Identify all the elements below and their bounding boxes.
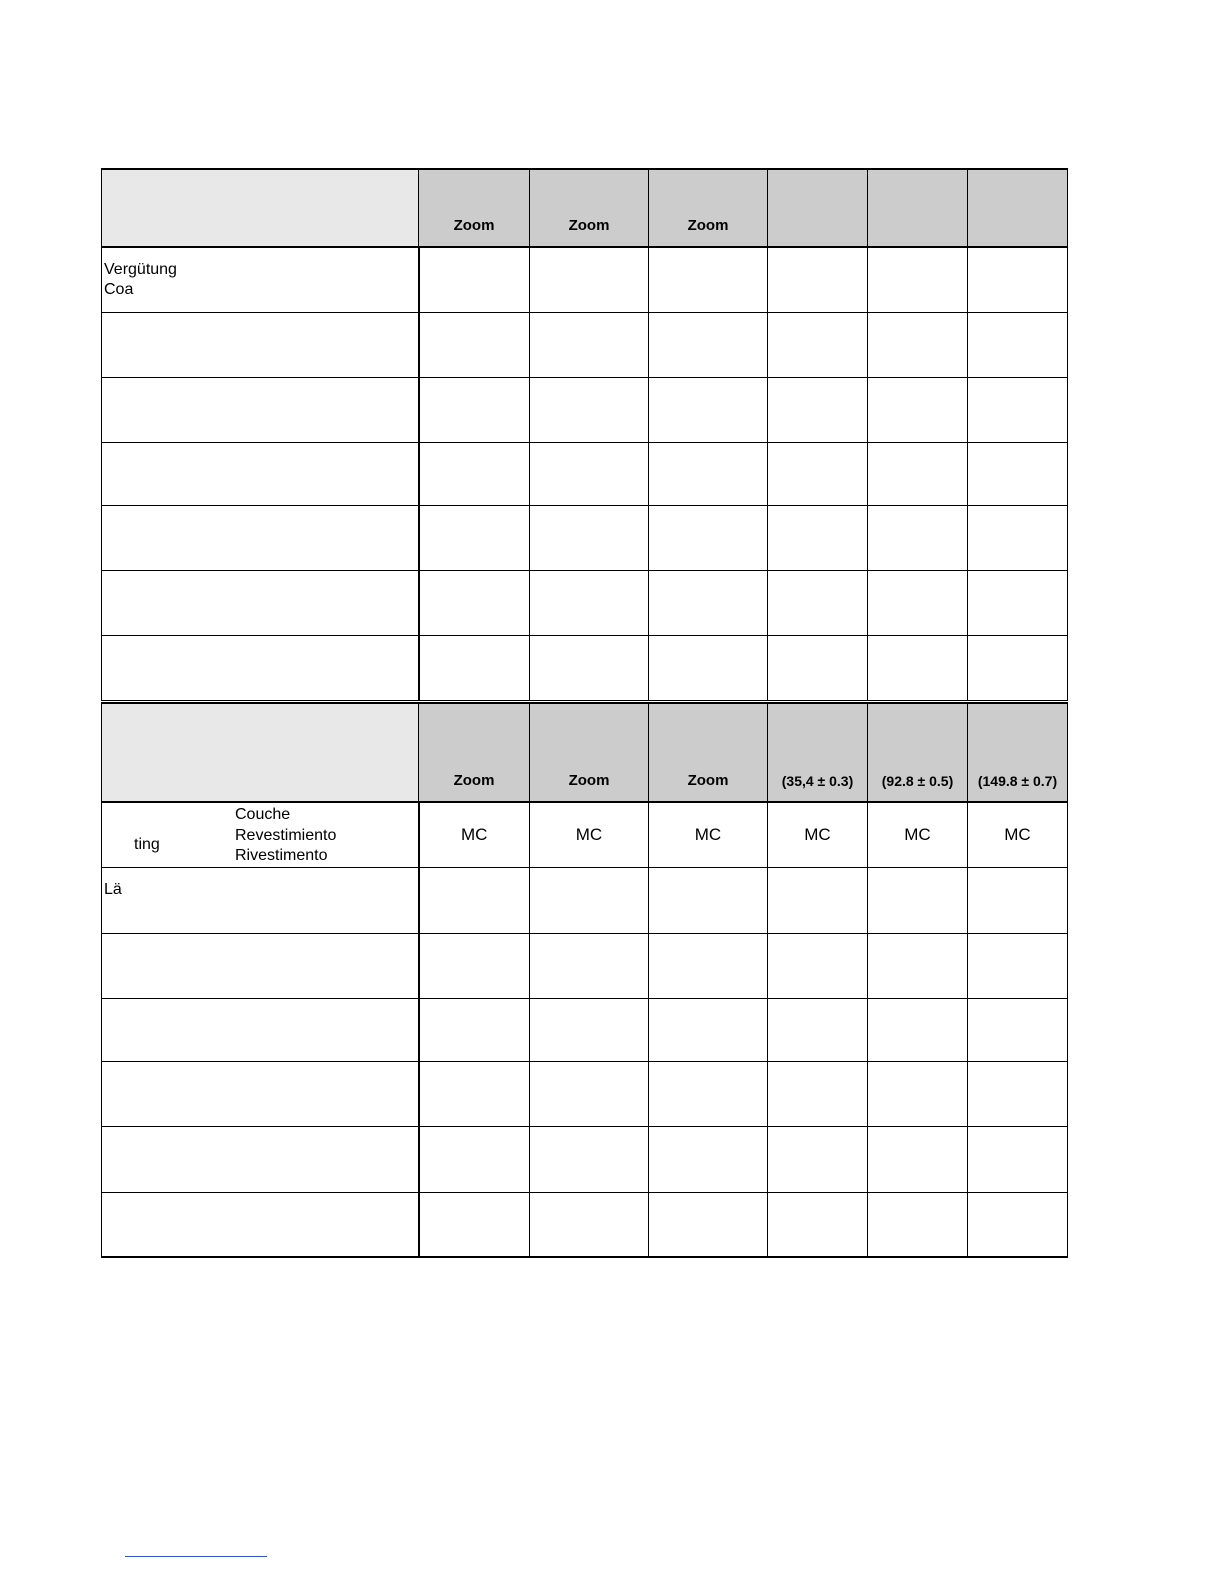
table-row (102, 998, 1068, 1061)
table-row (102, 1192, 1068, 1257)
header-corner-cell (102, 169, 419, 247)
table-row (102, 247, 1068, 312)
table-cell (768, 247, 868, 312)
table-cell (968, 1192, 1068, 1257)
table-cell (868, 867, 968, 933)
table-row (102, 1061, 1068, 1126)
header-col-1: Zoom (419, 703, 530, 802)
table-cell (649, 505, 768, 570)
row-label-cell (102, 1061, 419, 1126)
coating-label-cell (102, 802, 419, 867)
table-row (102, 635, 1068, 700)
table-cell (530, 867, 649, 933)
row-label-cell (102, 505, 419, 570)
length-label-cell: Lä (102, 867, 419, 933)
table-row (102, 312, 1068, 377)
coating-value-2: MC (530, 802, 649, 867)
table-cell (768, 867, 868, 933)
table-cell (419, 247, 530, 312)
table-cell (419, 998, 530, 1061)
table-cell (968, 312, 1068, 377)
coating-label-line-2: Coa (104, 281, 134, 298)
header-col-3: Zoom (649, 703, 768, 802)
header-col-2: Zoom (530, 169, 649, 247)
coating-label-it: Rivestimento (235, 847, 328, 864)
table-cell (530, 570, 649, 635)
table-cell (868, 247, 968, 312)
header-col-6 (968, 169, 1068, 247)
table-header-row (102, 169, 1068, 247)
coating-label-cell (102, 247, 419, 312)
table-cell (530, 377, 649, 442)
table-cell (649, 1126, 768, 1192)
table-cell (649, 312, 768, 377)
table-cell (768, 635, 868, 700)
table-cell (419, 1126, 530, 1192)
table-cell (649, 1192, 768, 1257)
table-cell (868, 1126, 968, 1192)
table-cell (968, 1061, 1068, 1126)
row-label-cell (102, 312, 419, 377)
table-cell (868, 442, 968, 505)
table-cell (868, 377, 968, 442)
table-cell (649, 1061, 768, 1126)
table-cell (530, 1192, 649, 1257)
table-cell (419, 505, 530, 570)
table-cell (419, 933, 530, 998)
table-cell (868, 1061, 968, 1126)
table-cell (868, 635, 968, 700)
table-cell (649, 998, 768, 1061)
row-label-cell (102, 998, 419, 1061)
table-cell (419, 1061, 530, 1126)
row-label-cell (102, 442, 419, 505)
coating-label-fr: Couche (235, 806, 291, 823)
table-cell (530, 1126, 649, 1192)
row-label-cell (102, 377, 419, 442)
header-col-5 (868, 169, 968, 247)
table-cell (868, 933, 968, 998)
table-cell (768, 505, 868, 570)
coating-value-1: MC (419, 802, 530, 867)
spec-table-upper (101, 168, 1068, 701)
header-col-5: (92.8 ± 0.5) (868, 703, 968, 802)
coating-value-5: MC (868, 802, 968, 867)
table-cell (768, 312, 868, 377)
row-label-cell (102, 933, 419, 998)
table-cell (530, 933, 649, 998)
table-cell (530, 998, 649, 1061)
table-cell (419, 570, 530, 635)
coating-label-languages (235, 805, 336, 867)
coating-row (102, 802, 1068, 867)
table-row (102, 377, 1068, 442)
row-label-cell (102, 570, 419, 635)
table-cell (968, 635, 1068, 700)
table-cell (649, 570, 768, 635)
row-label-cell (102, 1126, 419, 1192)
table-cell (968, 1126, 1068, 1192)
table-cell (868, 1192, 968, 1257)
table-cell (419, 635, 530, 700)
coating-label-line-1: Vergütung (104, 261, 177, 278)
table-cell (419, 312, 530, 377)
table-cell (768, 998, 868, 1061)
table-cell (419, 867, 530, 933)
table-cell (530, 505, 649, 570)
table-cell (868, 505, 968, 570)
table-cell (968, 998, 1068, 1061)
table-cell (530, 312, 649, 377)
table-cell (649, 933, 768, 998)
table-row (102, 1126, 1068, 1192)
header-col-3: Zoom (649, 169, 768, 247)
table-cell (968, 442, 1068, 505)
table-cell (530, 635, 649, 700)
table-cell (419, 442, 530, 505)
table-row (102, 505, 1068, 570)
footnote-separator-line (125, 1556, 267, 1557)
table-cell (768, 1192, 868, 1257)
table-cell (968, 867, 1068, 933)
table-cell (768, 377, 868, 442)
table-cell (419, 1192, 530, 1257)
table-cell (768, 933, 868, 998)
table-cell (968, 247, 1068, 312)
table-row (102, 570, 1068, 635)
row-label-cell (102, 635, 419, 700)
table-cell (768, 1126, 868, 1192)
header-col-2: Zoom (530, 703, 649, 802)
spec-table-lower (101, 702, 1068, 1258)
table-cell (768, 570, 868, 635)
table-cell (649, 442, 768, 505)
coating-value-3: MC (649, 802, 768, 867)
table-cell (868, 312, 968, 377)
table-cell (968, 933, 1068, 998)
table-cell (649, 247, 768, 312)
row-label-cell (102, 1192, 419, 1257)
table-row (102, 867, 1068, 933)
table-cell (419, 377, 530, 442)
table-row (102, 933, 1068, 998)
table-row (102, 442, 1068, 505)
header-col-4 (768, 169, 868, 247)
table-cell (530, 247, 649, 312)
table-cell (768, 442, 868, 505)
header-corner-cell (102, 703, 419, 802)
table-cell (530, 442, 649, 505)
table-header-row (102, 703, 1068, 802)
header-col-6: (149.8 ± 0.7) (968, 703, 1068, 802)
table-cell (968, 505, 1068, 570)
table-cell (649, 635, 768, 700)
coating-value-4: MC (768, 802, 868, 867)
table-cell (530, 1061, 649, 1126)
coating-value-6: MC (968, 802, 1068, 867)
table-cell (649, 867, 768, 933)
coating-label-short: ting (134, 836, 160, 853)
table-cell (968, 570, 1068, 635)
table-cell (768, 1061, 868, 1126)
table-cell (649, 377, 768, 442)
coating-label-es: Revestimiento (235, 826, 337, 844)
table-cell (968, 377, 1068, 442)
header-col-1: Zoom (419, 169, 530, 247)
header-col-4: (35,4 ± 0.3) (768, 703, 868, 802)
table-cell (868, 998, 968, 1061)
table-cell (868, 570, 968, 635)
